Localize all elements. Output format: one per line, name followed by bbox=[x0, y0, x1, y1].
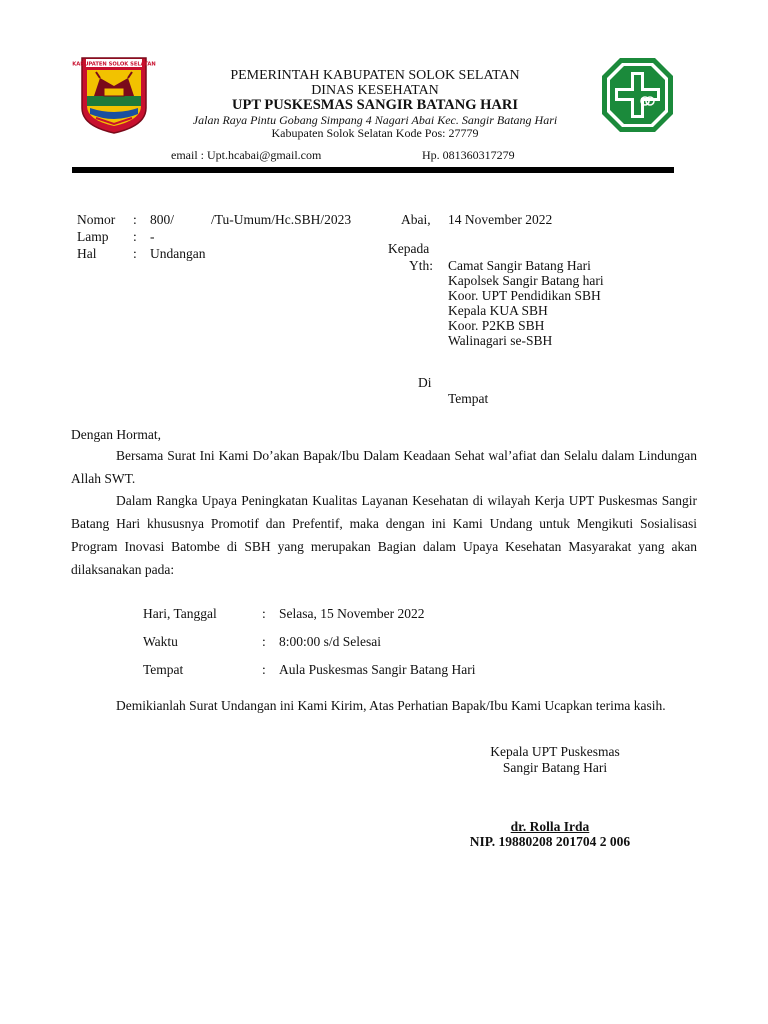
nomor-label: Nomor bbox=[77, 212, 116, 227]
tempat-label: Tempat bbox=[448, 391, 489, 406]
detail-value-date: Selasa, 15 November 2022 bbox=[279, 606, 425, 621]
address-line-1: Jalan Raya Pintu Gobang Simpang 4 Nagari Abai Kec. Sangir Batang Hari bbox=[192, 113, 558, 127]
department-name: DINAS KESEHATAN bbox=[311, 83, 439, 98]
recipient-3: Koor. UPT Pendidikan SBH bbox=[448, 288, 601, 303]
puskesmas-cross-icon bbox=[600, 56, 675, 134]
contact-phone: Hp. 081360317279 bbox=[422, 148, 515, 162]
detail-value-time: 8:00:00 s/d Selesai bbox=[279, 634, 381, 649]
greeting: Dengan Hormat, bbox=[71, 427, 161, 442]
detail-sep-time: : bbox=[262, 634, 266, 649]
lamp-label: Lamp bbox=[77, 229, 109, 244]
di-label: Di bbox=[418, 375, 432, 390]
detail-sep-date: : bbox=[262, 606, 266, 621]
kepada-label: Kepada bbox=[388, 241, 430, 256]
regency-emblem-icon bbox=[72, 56, 156, 134]
yth-label: Yth: bbox=[409, 258, 434, 273]
detail-label-date: Hari, Tanggal bbox=[143, 606, 217, 621]
detail-sep-place: : bbox=[262, 662, 266, 677]
closing-paragraph: Demikianlah Surat Undangan ini Kami Kirim, Atas Perhatian Bapak/Ibu Kami Ucapkan terima kasih. bbox=[116, 698, 666, 713]
signatory-nip: NIP. 19880208 201704 2 006 bbox=[469, 834, 631, 849]
hal-label: Hal bbox=[77, 246, 97, 261]
recipient-6: Walinagari se-SBH bbox=[448, 333, 553, 348]
header-divider bbox=[72, 167, 674, 173]
letter-date: 14 November 2022 bbox=[448, 212, 553, 227]
signature-title-2: Sangir Batang Hari bbox=[502, 760, 608, 775]
address-line-2: Kabupaten Solok Selatan Kode Pos: 27779 bbox=[271, 126, 479, 140]
institution-name: UPT PUSKESMAS SANGIR BATANG HARI bbox=[231, 97, 518, 113]
emblem-label: KABUPATEN SOLOK SELATAN bbox=[72, 61, 156, 68]
signature-title-1: Kepala UPT Puskesmas bbox=[490, 744, 620, 759]
nomor-sep: : bbox=[133, 212, 137, 227]
lamp-value: - bbox=[150, 229, 155, 244]
detail-label-place: Tempat bbox=[143, 662, 184, 677]
place-label: Abai, bbox=[401, 212, 431, 227]
hal-sep: : bbox=[133, 246, 137, 261]
detail-label-time: Waktu bbox=[143, 634, 178, 649]
lamp-sep: : bbox=[133, 229, 137, 244]
nomor-suffix: /Tu-Umum/Hc.SBH/2023 bbox=[211, 212, 352, 227]
recipient-1: Camat Sangir Batang Hari bbox=[448, 258, 591, 273]
signatory-name: dr. Rolla Irda bbox=[510, 819, 590, 834]
gov-name: PEMERINTAH KABUPATEN SOLOK SELATAN bbox=[230, 68, 520, 83]
detail-value-place: Aula Puskesmas Sangir Batang Hari bbox=[279, 662, 476, 677]
recipient-5: Koor. P2KB SBH bbox=[448, 318, 545, 333]
nomor-value: 800/ bbox=[150, 212, 175, 227]
paragraph-1: Bersama Surat Ini Kami Do’akan Bapak/Ibu Dalam Keadaan Sehat wal’afiat dan Selalu dalam Lindungan Allah SWT. bbox=[71, 448, 697, 486]
paragraph-2: Dalam Rangka Upaya Peningkatan Kualitas Layanan Kesehatan di wilayah Kerja UPT Puskesmas Sangir Batang Hari khususnya Promotif dan Prefentif, maka dengan ini Kami Undang untuk Mengikuti Sosialisasi Program Inovasi Batombe di SBH yang merupakan Bagian dalam Upaya Kesehatan Masyarakat yang akan dilaksanakan pada: bbox=[71, 493, 697, 577]
hal-value: Undangan bbox=[150, 246, 206, 261]
contact-email: email : Upt.hcabai@gmail.com bbox=[171, 148, 322, 162]
recipient-2: Kapolsek Sangir Batang hari bbox=[448, 273, 604, 288]
recipient-4: Kepala KUA SBH bbox=[448, 303, 548, 318]
